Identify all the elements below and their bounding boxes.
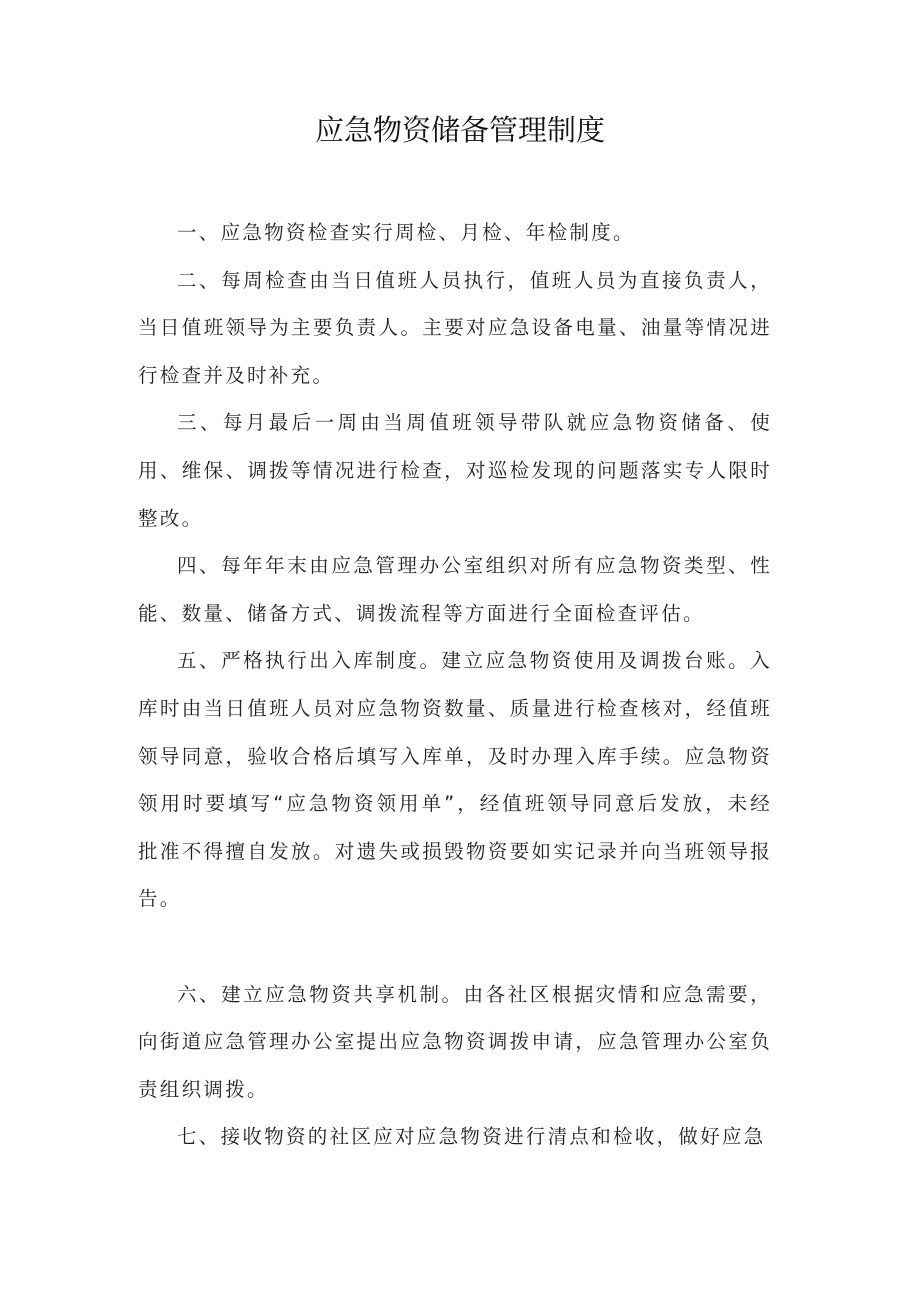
paragraph-5: 五、严格执行出入库制度。建立应急物资使用及调拨台账。入库时由当日值班人员对应急物资数量、质量进行检查核对，经值班领导同意，验收合格后填写入库单，及时办理入库手续。应急物资领用时要填写“应急物资领用单”，经值班领导同意后发放，未经批准不得擅自发放。对遗失或损毁物资要如实记录并向当班领导报告。 <box>138 649 772 911</box>
paragraph-4: 四、每年年末由应急管理办公室组织对所有应急物资类型、性能、数量、储备方式、调拨流程等方面进行全面检查评估。 <box>138 554 772 625</box>
paragraph-1: 一、应急物资检查实行周检、月检、年检制度。 <box>177 221 635 244</box>
document-body <box>138 209 772 1161</box>
paragraph-3: 三、每月最后一周由当周值班领导带队就应急物资储备、使用、维保、调拨等情况进行检查，对巡检发现的问题落实专人限时整改。 <box>138 411 772 530</box>
paragraph-2: 二、每周检查由当日值班人员执行，值班人员为直接负责人，当日值班领导为主要负责人。主要对应急设备电量、油量等情况进行检查并及时补充。 <box>138 268 772 387</box>
document-title: 应急物资储备管理制度 <box>314 113 605 147</box>
paragraph-gap <box>138 923 772 971</box>
paragraph-7: 七、接收物资的社区应对应急物资进行清点和检收，做好应急 <box>177 1125 766 1149</box>
paragraph-6: 六、建立应急物资共享机制。由各社区根据灾情和应急需要，向街道应急管理办公室提出应急物资调拨申请，应急管理办公室负责组织调拨。 <box>138 982 772 1101</box>
